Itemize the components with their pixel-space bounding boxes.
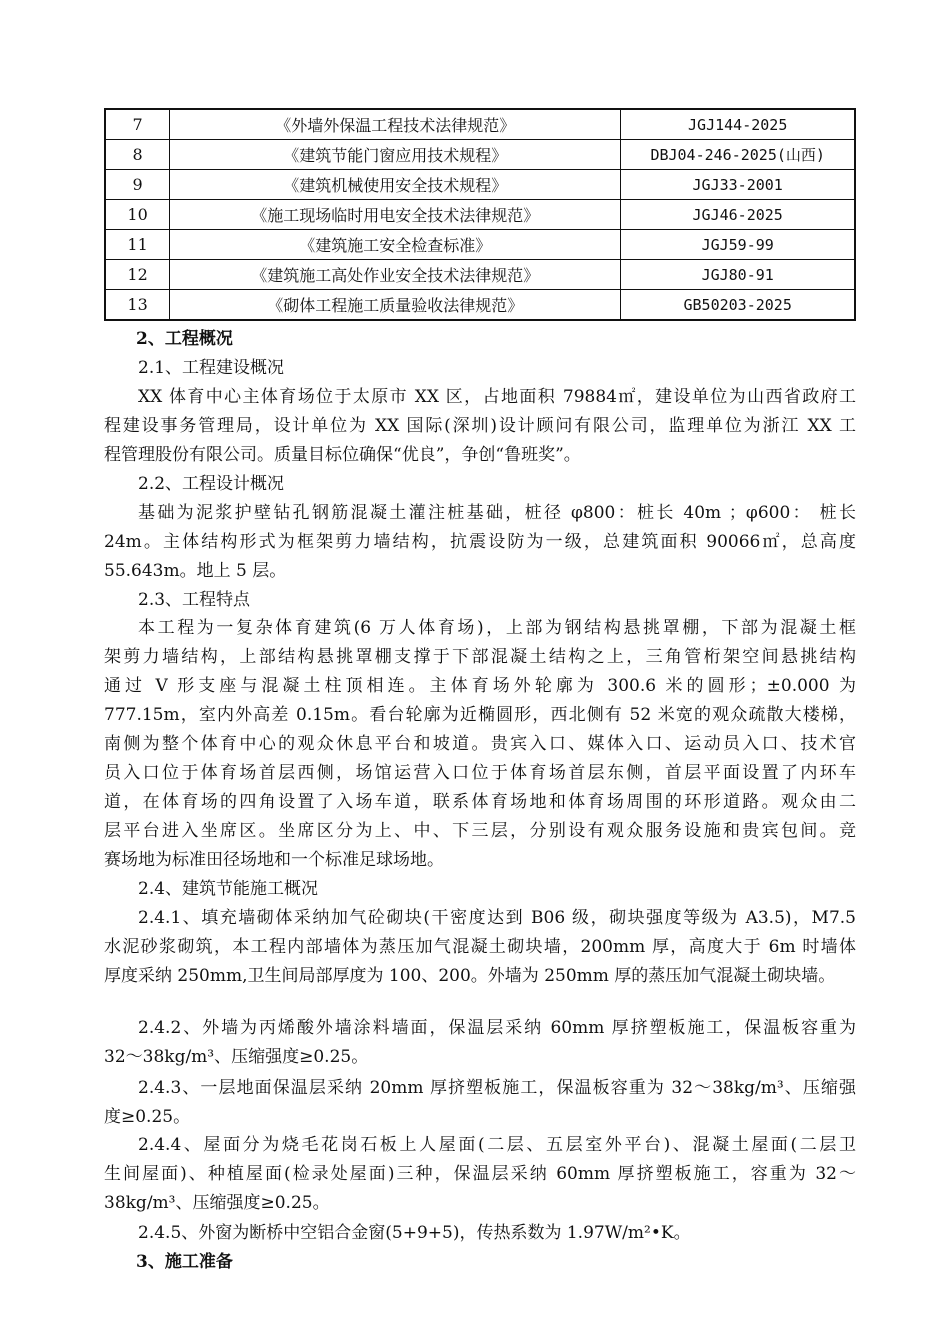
paragraph-line: 南侧为整个体育中心的观众休息平台和坡道。贵宾入口、媒体入口、运动员入口、技术官 (104, 734, 856, 754)
table-row (105, 109, 855, 140)
subsection-heading: 2.3、工程特点 (138, 590, 251, 610)
paragraph-line: 水泥砂浆砌筑，本工程内部墙体为蒸压加气混凝土砌块墙，200mm 厚，高度大于 6m 时墙体 (104, 937, 856, 957)
paragraph-line: 程建设事务管理局，设计单位为 XX 国际(深圳)设计顾问有限公司，监理单位为浙江 XX 工 (104, 416, 856, 436)
row-number: 9 (105, 170, 170, 200)
standard-name: 《外墙外保温工程技术法律规范》 (170, 109, 621, 140)
standard-name: 《建筑机械使用安全技术规程》 (170, 170, 621, 200)
standard-code: JGJ80-91 (621, 260, 855, 290)
section-heading: 3、施工准备 (136, 1252, 233, 1272)
section-heading: 2、工程概况 (136, 329, 233, 349)
standard-code: JGJ59-99 (621, 230, 855, 260)
paragraph-line: 道，在体育场的四角设置了入场车道，联系体育场地和体育场周围的环形道路。观众由二 (104, 792, 856, 812)
paragraph-line: 本工程为一复杂体育建筑(6 万人体育场)，上部为钢结构悬挑罩棚，下部为混凝土框 (138, 618, 856, 638)
paragraph-line: 生间屋面)、种植屋面(检录处屋面)三种，保温层采纳 60mm 厚挤塑板施工，容重为 32～ (104, 1164, 856, 1184)
standard-name: 《砌体工程施工质量验收法律规范》 (170, 290, 621, 321)
paragraph-line: 员入口位于体育场首层西侧，场馆运营入口位于体育场首层东侧，首层平面设置了内环车 (104, 763, 856, 783)
paragraph-line: 2.4.2、外墙为丙烯酸外墙涂料墙面，保温层采纳 60mm 厚挤塑板施工，保温板容重为 (138, 1018, 856, 1038)
paragraph-line: 2.4.1、填充墙砌体采纳加气砼砌块(干密度达到 B06 级，砌块强度等级为 A3.5)，M7.5 (138, 908, 856, 928)
table-row (105, 230, 855, 260)
table-row (105, 170, 855, 200)
row-number: 10 (105, 200, 170, 230)
paragraph-line: 层平台进入坐席区。坐席区分为上、中、下三层，分别设有观众服务设施和贵宾包间。竞 (104, 821, 856, 841)
paragraph-line: 架剪力墙结构，上部结构悬挑罩棚支撑于下部混凝土结构之上，三角管桁架空间悬挑结构 (104, 647, 856, 667)
paragraph-line: 777.15m，室内外高差 0.15m。看台轮廓为近椭圆形，西北侧有 52 米宽的观众疏散大楼梯， (104, 705, 856, 725)
paragraph-line: 2.4.5、外窗为断桥中空铝合金窗(5+9+5)，传热系数为 1.97W/m²•K。 (138, 1223, 691, 1243)
paragraph-line: 32～38kg/m³、压缩强度≥0.25。 (104, 1047, 369, 1067)
subsection-heading: 2.4、建筑节能施工概况 (138, 879, 319, 899)
paragraph-line: 厚度采纳 250mm,卫生间局部厚度为 100、200。外墙为 250mm 厚的蒸压加气混凝土砌块墙。 (104, 966, 836, 986)
standard-name: 《建筑施工高处作业安全技术法律规范》 (170, 260, 621, 290)
standard-code: JGJ144-2025 (621, 109, 855, 140)
row-number: 7 (105, 109, 170, 140)
standard-name: 《施工现场临时用电安全技术法律规范》 (170, 200, 621, 230)
table-row (105, 140, 855, 170)
standards-table (104, 108, 856, 321)
paragraph-line: 度≥0.25。 (104, 1107, 191, 1127)
paragraph-line: 基础为泥浆护壁钻孔钢筋混凝土灌注桩基础，桩径 φ800：桩长 40m ；φ600： 桩长 (138, 503, 856, 523)
table-row (105, 200, 855, 230)
subsection-heading: 2.2、工程设计概况 (138, 474, 285, 494)
row-number: 11 (105, 230, 170, 260)
paragraph-line: 2.4.4、屋面分为烧毛花岗石板上人屋面(二层、五层室外平台)、混凝土屋面(二层卫 (138, 1135, 856, 1155)
paragraph-line: 24m。主体结构形式为框架剪力墙结构，抗震设防为一级，总建筑面积 90066㎡，总高度 (104, 532, 856, 552)
standard-name: 《建筑节能门窗应用技术规程》 (170, 140, 621, 170)
paragraph-line: 38kg/m³、压缩强度≥0.25。 (104, 1193, 330, 1213)
standards-table-body (105, 109, 855, 320)
paragraph-line: XX 体育中心主体育场位于太原市 XX 区，占地面积 79884㎡，建设单位为山西省政府工 (138, 387, 856, 407)
paragraph-line: 赛场地为标准田径场地和一个标准足球场地。 (104, 850, 444, 870)
standard-code: GB50203-2025 (621, 290, 855, 321)
standard-code: JGJ46-2025 (621, 200, 855, 230)
row-number: 12 (105, 260, 170, 290)
row-number: 8 (105, 140, 170, 170)
row-number: 13 (105, 290, 170, 321)
paragraph-line: 2.4.3、一层地面保温层采纳 20mm 厚挤塑板施工，保温板容重为 32～38kg/m³、压缩强 (138, 1078, 856, 1098)
paragraph-line: 程管理股份有限公司。质量目标位确保“优良”，争创“鲁班奖”。 (104, 445, 581, 465)
table-row (105, 260, 855, 290)
paragraph-line: 通过 V 形支座与混凝土柱顶相连。主体育场外轮廓为 300.6 米的圆形；±0.000 为 (104, 676, 856, 696)
table-row (105, 290, 855, 321)
standard-code: DBJ04-246-2025(山西) (621, 140, 855, 170)
standard-code: JGJ33-2001 (621, 170, 855, 200)
paragraph-line: 55.643m。地上 5 层。 (104, 561, 287, 581)
subsection-heading: 2.1、工程建设概况 (138, 358, 285, 378)
standard-name: 《建筑施工安全检查标准》 (170, 230, 621, 260)
